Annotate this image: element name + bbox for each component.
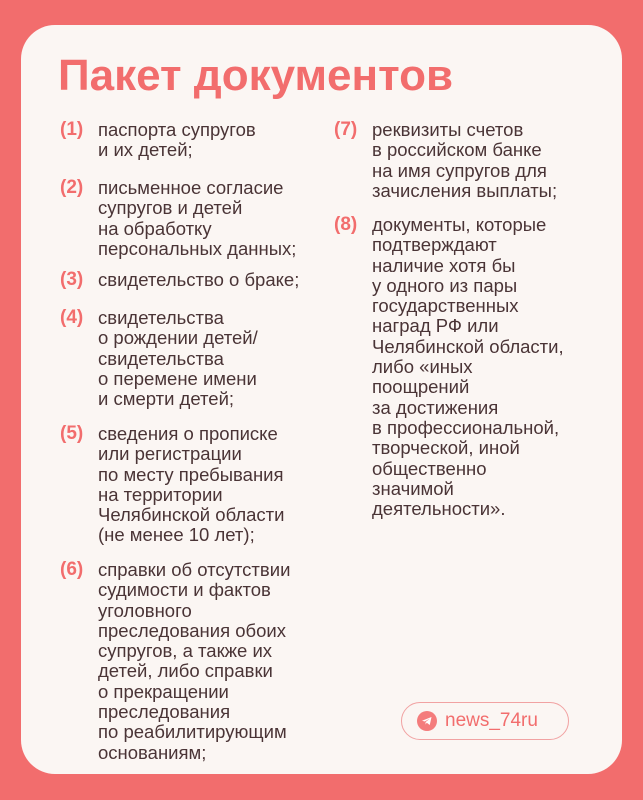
item-number: (4) (60, 307, 84, 328)
item-text: свидетельство о браке; (98, 269, 300, 290)
item-text: реквизиты счетов в российском банке на имя супругов для зачисления выплаты; (372, 119, 558, 201)
content-card (21, 25, 622, 774)
item-text: документы, которые подтверждают наличие хотя бы у одного из пары государственных наград РФ или Челябинской области, либо «иных поощрений за достижения в профессиональной, творческой, иной общественно значимой деятельности». (372, 214, 564, 520)
list-item-6 (60, 560, 290, 763)
item-number: (8) (334, 214, 358, 235)
item-number: (6) (60, 559, 84, 580)
item-number: (1) (60, 119, 84, 140)
page-title: Пакет документов (58, 51, 453, 100)
list-item-5 (60, 424, 284, 546)
telegram-channel-badge[interactable] (401, 702, 569, 740)
list-item-7 (334, 120, 557, 201)
item-number: (3) (60, 269, 84, 290)
item-text: справки об отсутствии судимости и фактов уголовного преследования обоих супругов, а также их детей, либо справки о прекращении преследования по реабилитирующим основаниям; (98, 559, 291, 763)
item-text: письменное согласие супругов и детей на обработку персональных данных; (98, 177, 297, 259)
item-number: (2) (60, 177, 84, 198)
list-item-3 (60, 270, 299, 290)
telegram-icon (417, 711, 437, 731)
list-item-2 (60, 178, 296, 259)
item-number: (5) (60, 423, 84, 444)
item-text: сведения о прописке или регистрации по месту пребывания на территории Челябинской области (не менее 10 лет); (98, 423, 285, 546)
item-number: (7) (334, 119, 358, 140)
item-text: свидетельства о рождении детей/ свидетельства о перемене имени и смерти детей; (98, 307, 258, 410)
list-item-4 (60, 308, 258, 409)
item-text: паспорта супругов и их детей; (98, 119, 256, 161)
channel-name: news_74ru (445, 710, 538, 731)
list-item-8 (334, 215, 564, 519)
list-item-1 (60, 120, 256, 161)
